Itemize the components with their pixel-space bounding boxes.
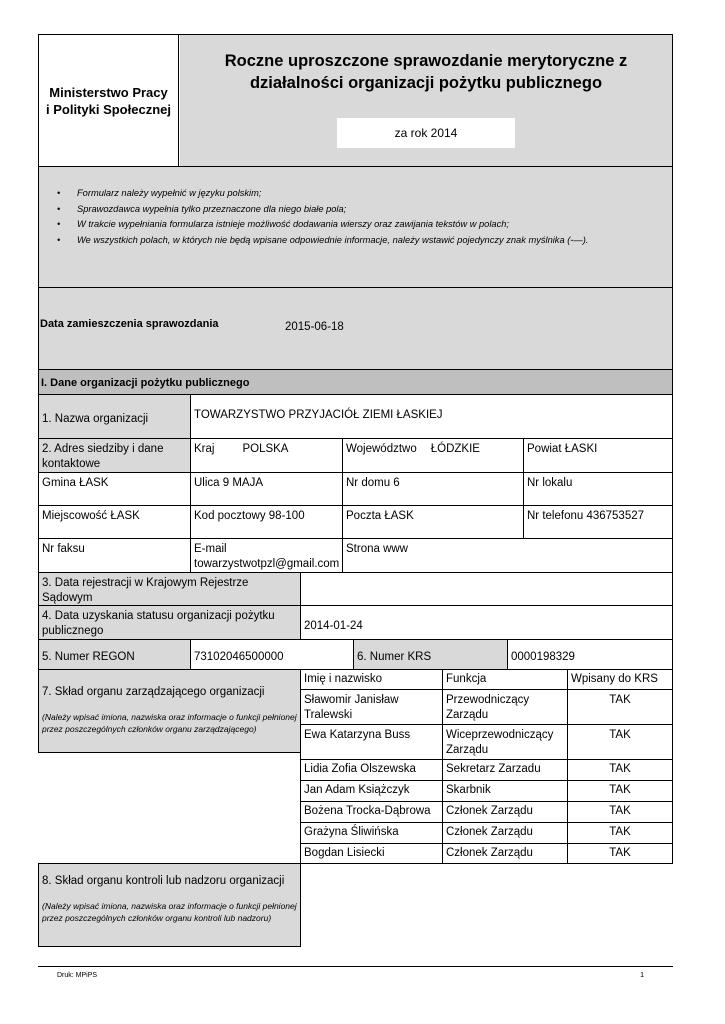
board-row-name[interactable]: Bogdan Lisiecki (300, 843, 443, 864)
publication-label: Data zamieszczenia sprawozdania (40, 318, 219, 330)
email-label: E-mail (194, 543, 227, 555)
board-row-role[interactable]: Skarbnik (442, 780, 568, 802)
address-label: 2. Adres siedziby i dane kontaktowe (38, 438, 191, 473)
krs-registration-label: 3. Data rejestracji w Krajowym Rejestrze Sądowym (38, 572, 301, 606)
country-field[interactable] (190, 438, 343, 473)
instruction-item: • Sprawozdawca wypełnia tylko przeznaczone dla niego białe pola; (57, 203, 347, 214)
board-row-role[interactable]: Członek Zarządu (442, 822, 568, 844)
board-row-krs[interactable]: TAK (567, 843, 673, 864)
board-row-krs[interactable]: TAK (567, 822, 673, 844)
instruction-item: • Formularz należy wypełnić w języku polskim; (57, 188, 262, 198)
board-row-role[interactable]: Członek Zarządu (442, 801, 568, 823)
board-row-role[interactable]: Wiceprzewodniczący Zarządu (442, 724, 568, 760)
instruction-item: • W trakcie wypełniania formularza istnieje możliwość dodawania wierszy oraz zawijania tekstów w polach; (57, 219, 509, 229)
country-value: POLSKA (242, 443, 289, 455)
board-row-krs[interactable]: TAK (567, 780, 673, 802)
county-field[interactable]: Powiat ŁASKI (523, 438, 673, 473)
board-row-name[interactable]: Jan Adam Książczyk (300, 780, 443, 802)
fax-field[interactable]: Nr faksu (38, 538, 191, 573)
flat-number-field[interactable]: Nr lokalu (523, 472, 673, 506)
form-title: Roczne uproszczone sprawozdanie merytoryczne z działalności organizacji pożytku publicznego (224, 51, 628, 92)
board-row-role[interactable]: Członek Zarządu (442, 843, 568, 864)
krs-number-field[interactable]: 0000198329 (507, 639, 673, 670)
ministry-name: Ministerstwo Pracy i Polityki Społecznej (46, 84, 171, 117)
opp-status-label: 4. Data uzyskania statusu organizacji pożytku publicznego (38, 605, 301, 640)
board-row-name[interactable]: Lidia Zofia Olszewska (300, 759, 443, 781)
ministry-box (39, 35, 179, 166)
year-label: za rok 2014 (394, 126, 458, 140)
board-header-name: Imię i nazwisko (300, 669, 443, 690)
city-field[interactable]: Miejscowość ŁASK (38, 505, 191, 539)
post-office-field[interactable]: Poczta ŁASK (342, 505, 524, 539)
instruction-item: • We wszystkich polach, w których nie będą wpisane odpowiednie informacje, należy wstawić pojedynczy znak myślnika (-—). (57, 234, 589, 245)
instructions-box (38, 167, 673, 288)
title-box (180, 35, 672, 108)
board-row-name[interactable]: Sławomir Janisław Tralewski (300, 689, 443, 725)
commune-field[interactable]: Gmina ŁASK (38, 472, 191, 506)
footer-print-label: Druk: MPiPS (57, 972, 98, 979)
country-label: Kraj (194, 443, 215, 455)
board-row-krs[interactable]: TAK (567, 759, 673, 781)
regon-label: 5. Numer REGON (38, 639, 191, 670)
control-label-box (38, 863, 301, 947)
house-number-field[interactable]: Nr domu 6 (342, 472, 524, 506)
board-header-krs: Wpisany do KRS (567, 669, 673, 690)
board-header-role: Funkcja (442, 669, 568, 690)
email-field[interactable] (190, 538, 343, 573)
voivodeship-field[interactable] (342, 438, 524, 473)
board-row-name[interactable]: Ewa Katarzyna Buss (300, 724, 443, 760)
website-field[interactable]: Strona www (342, 538, 673, 573)
board-row-krs[interactable]: TAK (567, 689, 673, 725)
footer-divider (38, 966, 673, 967)
page-number: 1 (640, 970, 645, 979)
board-row-role[interactable]: Sekretarz Zarzadu (442, 759, 568, 781)
control-note: (Należy wpisać imiona, nazwiska oraz informacje o funkcji pełnionej przez poszczególnych członków organu kontroli lub nadzoru) (42, 901, 297, 923)
control-label: 8. Skład organu kontroli lub nadzoru organizacji (42, 875, 285, 887)
board-row-role[interactable]: Przewodniczący Zarządu (442, 689, 568, 725)
board-row-krs[interactable]: TAK (567, 724, 673, 760)
board-label: 7. Skład organu zarządzającego organizacji (42, 686, 265, 698)
instructions-list (39, 167, 672, 248)
krs-registration-field[interactable] (300, 572, 673, 606)
board-row-name[interactable]: Grażyna Śliwińska (300, 822, 443, 844)
krs-number-label: 6. Numer KRS (353, 639, 508, 670)
street-field[interactable]: Ulica 9 MAJA (190, 472, 343, 506)
publication-date: 2015-06-18 (285, 321, 344, 333)
year-field[interactable] (337, 118, 515, 148)
voivodeship-label: Województwo (346, 443, 417, 455)
name-label: 1. Nazwa organizacji (38, 394, 191, 439)
board-row-krs[interactable]: TAK (567, 801, 673, 823)
voivodeship-value: ŁÓDZKIE (430, 443, 480, 455)
regon-field[interactable]: 73102046500000 (190, 639, 354, 670)
email-value: towarzystwotpzl@gmail.com (194, 558, 340, 570)
postal-code-field[interactable]: Kod pocztowy 98-100 (190, 505, 343, 539)
section1-heading: I. Dane organizacji pożytku publicznego (38, 370, 673, 394)
board-note: (Należy wpisać imiona, nazwiska oraz informacje o funkcji pełnionej przez poszczególnych członków organu zarządzającego) (42, 712, 297, 734)
board-row-name[interactable]: Bożena Trocka-Dąbrowa (300, 801, 443, 823)
phone-field[interactable]: Nr telefonu 436753527 (523, 505, 673, 539)
board-label-box (38, 669, 301, 753)
name-field[interactable]: TOWARZYSTWO PRZYJACIÓŁ ZIEMI ŁASKIEJ (190, 394, 673, 439)
opp-status-field[interactable]: 2014-01-24 (300, 605, 673, 640)
